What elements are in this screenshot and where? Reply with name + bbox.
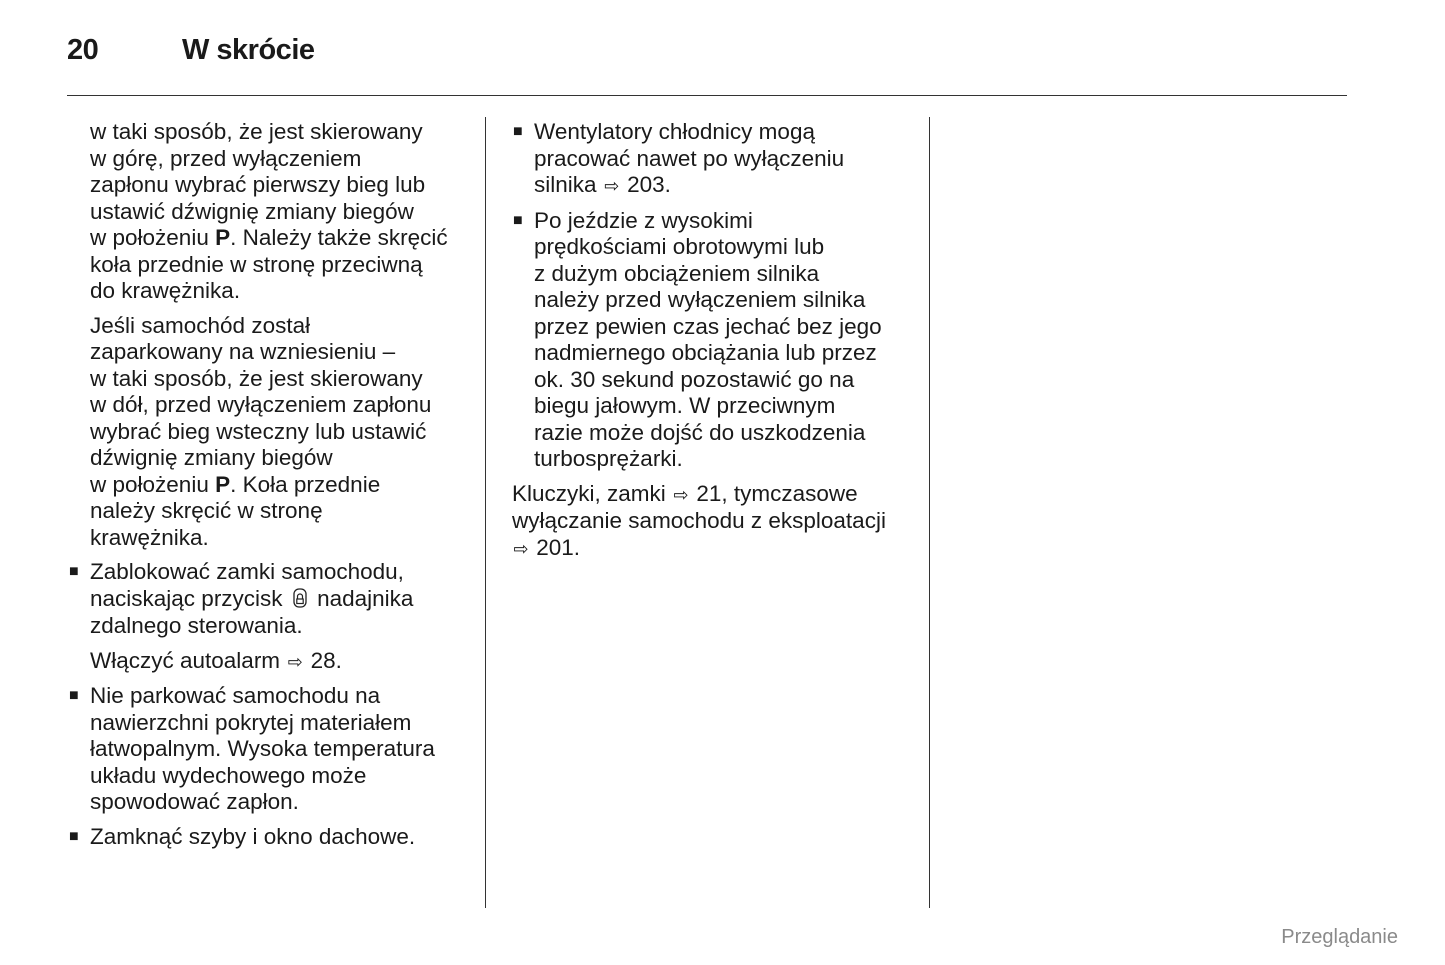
- page-title: W skrócie: [182, 34, 315, 66]
- bullet-icon: ■: [513, 211, 523, 229]
- text-column-1: [68, 119, 473, 858]
- reference-arrow-icon: ⇨: [673, 484, 689, 505]
- paragraph: Kluczyki, zamki ⇨ 21, tymczasowe wyłączanie samochodu z eksploatacji ⇨ 201.: [512, 481, 917, 563]
- bullet-icon: ■: [69, 687, 79, 704]
- bullet-icon: ■: [69, 827, 79, 845]
- page-reference-link[interactable]: 203.: [627, 172, 671, 197]
- reference-arrow-icon: ⇨: [513, 538, 529, 559]
- text-column-2: [512, 119, 917, 570]
- bullet-icon: ■: [69, 563, 79, 580]
- page-reference-link[interactable]: 21, tymczasowe: [696, 480, 858, 506]
- paragraph: Jeśli samochód został zaparkowany na wzniesieniu – w taki sposób, że jest skierowany w dół, przed wyłączeniem zapłonu wybrać bieg wsteczny lub ustawić dźwignię zmiany biegów w położeniu P. Koła przednie należy skręcić w stronę krawężnika.: [90, 312, 432, 550]
- paragraph: w taki sposób, że jest skierowany w górę, przed wyłączeniem zapłonu wybrać pierwszy bieg lub ustawić dźwignię zmiany biegów w położeniu P. Należy także skręcić koła przednie w stronę przeciwną do krawężnika.: [90, 119, 448, 303]
- header-divider: [67, 95, 1347, 96]
- list-item: ■ Wentylatory chłodnicy mogą pracować nawet po wyłączeniu silnika ⇨ 203.: [512, 119, 917, 200]
- gear-position-label: P: [215, 471, 231, 497]
- page-reference-link[interactable]: 201.: [536, 534, 581, 560]
- list-item: ■ Zablokować zamki samochodu, naciskając przycisk nadajnika zdalnego sterowania.: [69, 559, 414, 638]
- list-item: ■ Zamknąć szyby i okno dachowe.: [69, 823, 416, 849]
- footer-section-label[interactable]: Przeglądanie: [1281, 926, 1398, 948]
- column-divider: [485, 117, 486, 908]
- gear-position-label: P: [215, 225, 231, 250]
- reference-arrow-icon: ⇨: [604, 176, 620, 196]
- lock-icon: [289, 587, 311, 614]
- page-reference-link[interactable]: 28.: [310, 647, 342, 673]
- reference-arrow-icon: ⇨: [287, 651, 303, 672]
- list-item: ■ Po jeździe z wysokimi prędkościami obrotowymi lub z dużym obciążeniem silnika należy przed wyłączeniem silnika przez pewien czas jechać bez jego nadmiernego obciążania lub przez ok. 30 sekund pozostawić go na biegu jałowym. W przeciwnym razie może dojść do uszkodzenia turbosprężarki.: [513, 207, 882, 471]
- bullet-icon: ■: [513, 123, 523, 140]
- list-item: ■ Nie parkować samochodu na nawierzchni pokrytej materiałem łatwopalnym. Wysoka temperatura układu wydechowego może spowodować zapłon.: [69, 683, 435, 814]
- column-divider: [929, 117, 930, 908]
- paragraph: Włączyć autoalarm ⇨ 28.: [68, 648, 473, 676]
- page-number: 20: [67, 34, 99, 66]
